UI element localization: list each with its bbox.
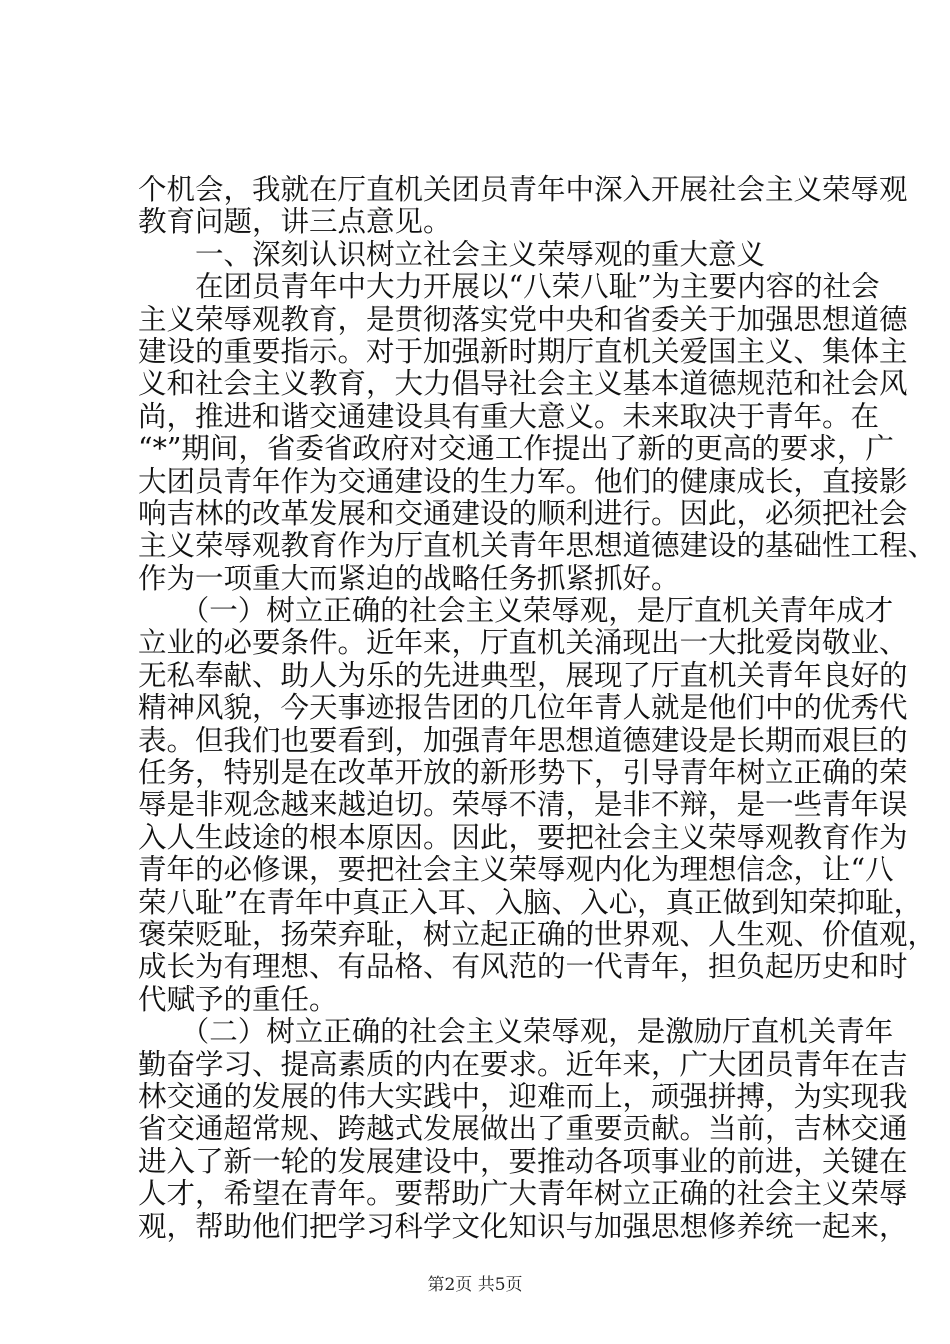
text-line: 在团员青年中大力开展以“八荣八耻”为主要内容的社会 xyxy=(138,270,880,304)
text-line: 褒荣贬耻，扬荣弃耻，树立起正确的世界观、人生观、价值观， xyxy=(138,917,937,951)
text-line: 立业的必要条件。近年来，厅直机关涌现出一大批爱岗敬业、 xyxy=(138,626,908,660)
text-line: 荣八耻”在青年中真正入耳、入脑、入心，真正做到知荣抑耻， xyxy=(138,885,923,919)
text-line: 义和社会主义教育，大力倡导社会主义基本道德规范和社会风 xyxy=(138,367,908,401)
text-line: 个机会，我就在厅直机关团员青年中深入开展社会主义荣辱观 xyxy=(138,173,908,206)
text-line: 教育问题，讲三点意见。 xyxy=(138,205,452,239)
text-line: 作为一项重大而紧迫的战略任务抓紧抓好。 xyxy=(138,561,680,595)
text-line: 表。但我们也要看到，加强青年思想道德建设是长期而艰巨的 xyxy=(138,723,908,757)
text-line: 无私奉献、助人为乐的先进典型，展现了厅直机关青年良好的 xyxy=(138,658,908,692)
text-line: 成长为有理想、有品格、有风范的一代青年，担负起历史和时 xyxy=(138,950,908,984)
text-line: （一）树立正确的社会主义荣辱观，是厅直机关青年成才 xyxy=(138,594,894,628)
page-footer: 第2页 共5页 xyxy=(427,1275,523,1295)
text-line: 代赋予的重任。 xyxy=(138,982,338,1016)
text-line: 勤奋学习、提高素质的内在要求。近年来，广大团员青年在吉 xyxy=(138,1047,908,1081)
text-line: 青年的必修课，要把社会主义荣辱观内化为理想信念，让“八 xyxy=(138,853,894,887)
text-line: 主义荣辱观教育，是贯彻落实党中央和省委关于加强思想道德 xyxy=(138,302,908,336)
text-line: “*”期间，省委省政府对交通工作提出了新的更高的要求，广 xyxy=(138,432,894,466)
text-line: 大团员青年作为交通建设的生力军。他们的健康成长，直接影 xyxy=(138,464,908,498)
text-line: 一、深刻认识树立社会主义荣辱观的重大意义 xyxy=(138,237,766,271)
text-line: 任务，特别是在改革开放的新形势下，引导青年树立正确的荣 xyxy=(138,756,908,790)
text-line: 响吉林的改革发展和交通建设的顺利进行。因此，必须把社会 xyxy=(138,496,908,530)
text-line: 省交通超常规、跨越式发展做出了重要贡献。当前，吉林交通 xyxy=(138,1112,908,1146)
text-line: 尚，推进和谐交通建设具有重大意义。未来取决于青年。在 xyxy=(138,399,880,433)
text-line: 林交通的发展的伟大实践中，迎难而上，顽强拼搏，为实现我 xyxy=(138,1079,908,1113)
document-body xyxy=(138,173,937,1243)
text-line: （二）树立正确的社会主义荣辱观，是激励厅直机关青年 xyxy=(138,1015,894,1049)
text-line: 主义荣辱观教育作为厅直机关青年思想道德建设的基础性工程、 xyxy=(138,529,937,563)
text-line: 观，帮助他们把学习科学文化知识与加强思想修养统一起来， xyxy=(138,1209,908,1243)
text-line: 入人生歧途的根本原因。因此，要把社会主义荣辱观教育作为 xyxy=(138,820,908,854)
text-line: 人才，希望在青年。要帮助广大青年树立正确的社会主义荣辱 xyxy=(138,1177,908,1211)
text-line: 辱是非观念越来越迫切。荣辱不清，是非不辩，是一些青年误 xyxy=(138,788,908,822)
text-line: 建设的重要指示。对于加强新时期厅直机关爱国主义、集体主 xyxy=(138,334,908,368)
text-line: 精神风貌，今天事迹报告团的几位年青人就是他们中的优秀代 xyxy=(138,691,908,725)
text-line: 进入了新一轮的发展建设中，要推动各项事业的前进，关键在 xyxy=(138,1144,908,1178)
